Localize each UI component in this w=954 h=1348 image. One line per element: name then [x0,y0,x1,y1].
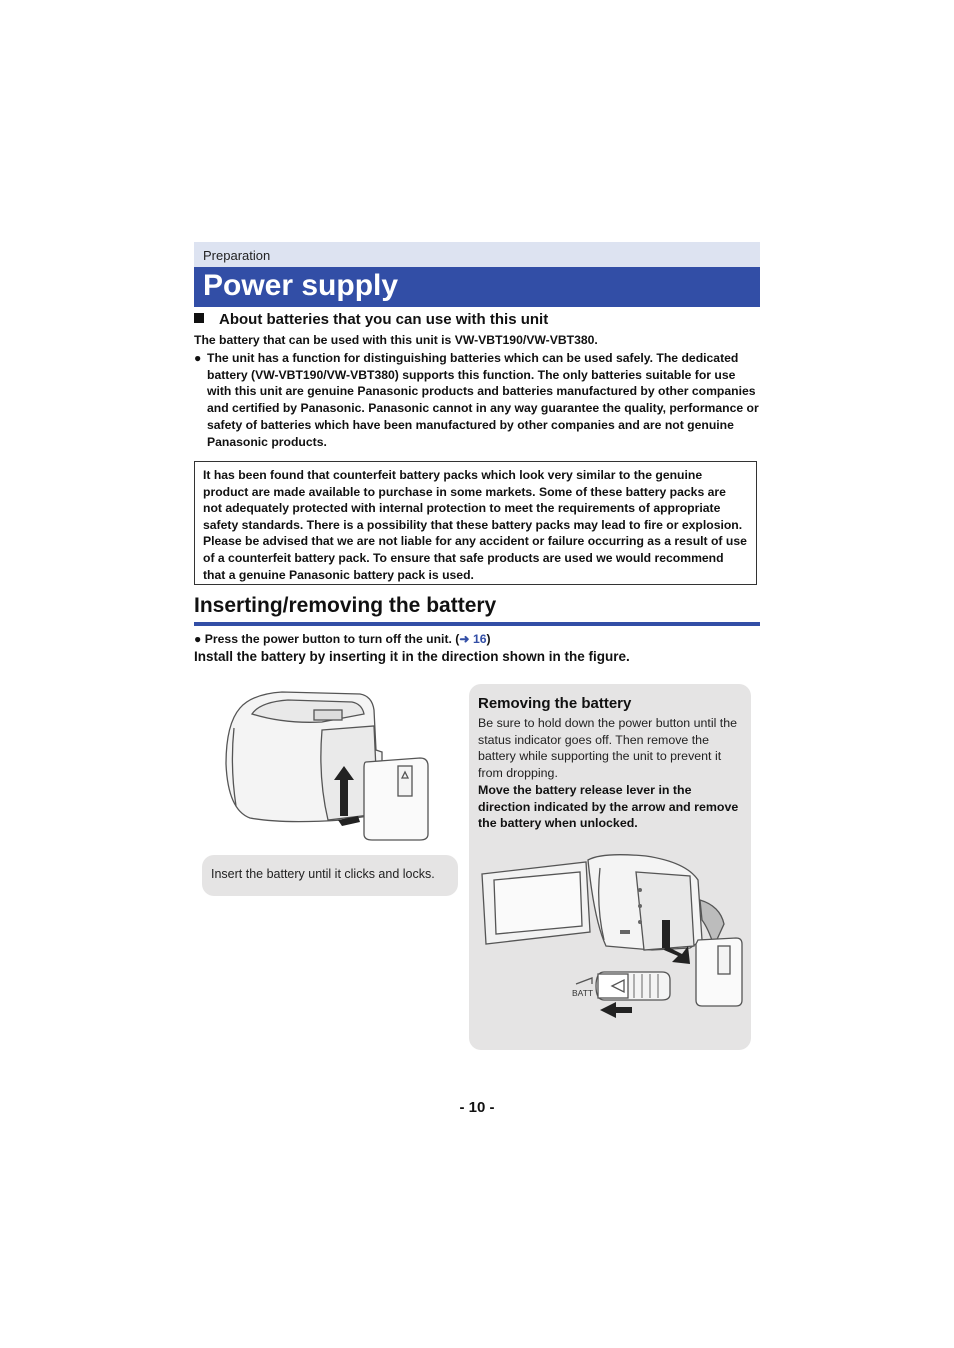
breadcrumb: Preparation [203,248,271,263]
install-instruction: Install the battery by inserting it in the direction shown in the figure. [194,649,630,664]
remove-battery-illustration [476,850,746,1025]
power-off-step [194,632,491,646]
page-link[interactable]: 16 [472,632,487,646]
title-bar [194,267,760,307]
power-off-text: Press the power button to turn off the unit. ( [204,632,460,646]
power-off-text-end: ) [486,632,491,646]
inserting-heading: Inserting/removing the battery [194,594,497,617]
batteries-intro: The battery that can be used with this unit is VW-VBT190/VW-VBT380. [194,333,598,347]
arrow-right-icon: ➜ [459,632,470,646]
insert-caption-text: Insert the battery until it clicks and locks. [211,867,435,881]
insert-battery-illustration [222,688,434,843]
batteries-bullet-text: The unit has a function for distinguishing batteries which can be used safely. The dedicated battery (VW-VBT190/VW-VBT380) supports this function. The only batteries suitable for use with this unit are genuine Panasonic products and batteries manufactured by other companies and certified by Panasonic. Panasonic cannot in any way guarantee the quality, performance or safety of batteries which have been manufactured by other companies and are not genuine Panasonic products. [207,351,759,449]
batteries-bullet [194,350,760,450]
bullet-dot-icon: ● [194,351,202,365]
page-number: - 10 - [459,1099,495,1116]
counterfeit-warning-box: It has been found that counterfeit battery packs which look very similar to the genuine product are made available to purchase in some markets. Some of these battery packs are not adequately protected with internal protection to meet the requirements of appropriate safety standards. There is a possibility that these battery packs may lead to fire or explosion. Please be advised that we are not liable for any accident or failure occurring as a result of use of a counterfeit battery pack. To ensure that safe products are used we would recommend that a genuine Panasonic battery pack is used. [194,461,757,585]
heading-rule [194,622,760,626]
insert-caption [202,855,458,896]
batt-label: BATT [572,988,594,998]
removing-instruction: Move the battery release lever in the direction indicated by the arrow and remove the battery when unlocked. [478,783,739,831]
breadcrumb-bar [194,242,760,267]
batteries-heading-text: About batteries that you can use with this unit [219,311,549,328]
removing-body: Be sure to hold down the power button until the status indicator goes off. Then remove the battery while supporting the unit to prevent it from dropping. [478,716,737,780]
removing-title: Removing the battery [478,695,632,712]
square-bullet-icon [194,313,204,323]
batteries-heading [194,311,548,328]
bullet-dot-icon: ● [194,632,202,646]
page-title: Power supply [203,269,399,302]
